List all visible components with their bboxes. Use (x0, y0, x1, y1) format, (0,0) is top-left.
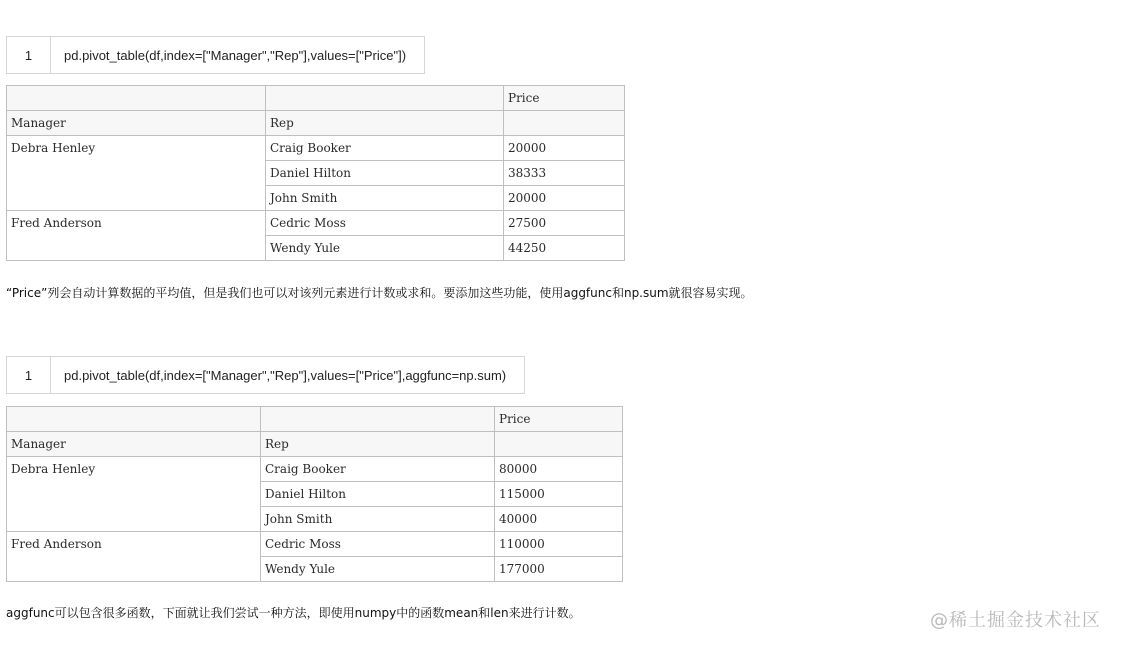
line-number: 1 (7, 37, 51, 73)
rep-cell: John Smith (266, 186, 504, 211)
pivot-table-2 (6, 406, 623, 582)
price-cell: 20000 (504, 186, 625, 211)
code-line: pd.pivot_table(df,index=["Manager","Rep"],values=["Price"],aggfunc=np.sum) (64, 367, 507, 383)
price-cell: 80000 (495, 457, 623, 482)
rep-cell: Wendy Yule (261, 557, 495, 582)
column-header-price: Price (504, 86, 625, 111)
index-header-manager: Manager (7, 432, 261, 457)
price-cell: 20000 (504, 136, 625, 161)
table-header-row (7, 86, 625, 111)
code-block-1 (6, 36, 425, 74)
header-cell (7, 86, 266, 111)
index-header-manager: Manager (7, 111, 266, 136)
index-header-rep: Rep (266, 111, 504, 136)
price-cell: 177000 (495, 557, 623, 582)
header-cell (261, 407, 495, 432)
rep-cell: Daniel Hilton (266, 161, 504, 186)
pivot-table-1 (6, 85, 625, 261)
column-header-price: Price (495, 407, 623, 432)
watermark: @稀土掘金技术社区 (930, 610, 1101, 631)
rep-cell: John Smith (261, 507, 495, 532)
header-cell (495, 432, 623, 457)
price-cell: 115000 (495, 482, 623, 507)
table-row (7, 136, 625, 161)
table-row (7, 457, 623, 482)
header-cell (7, 407, 261, 432)
code-line: pd.pivot_table(df,index=["Manager","Rep"],values=["Price"]) (64, 47, 407, 63)
price-cell: 44250 (504, 236, 625, 261)
manager-cell: Fred Anderson (7, 211, 266, 261)
header-cell (504, 111, 625, 136)
price-cell: 40000 (495, 507, 623, 532)
manager-cell: Fred Anderson (7, 532, 261, 582)
paragraph: “Price”列会自动计算数据的平均值，但是我们也可以对该列元素进行计数或求和。要添加这些功能，使用aggfunc和np.sum就很容易实现。 (6, 286, 753, 300)
price-cell: 110000 (495, 532, 623, 557)
table-row (7, 532, 623, 557)
manager-cell: Debra Henley (7, 457, 261, 532)
rep-cell: Wendy Yule (266, 236, 504, 261)
table-header-row (7, 407, 623, 432)
price-cell: 27500 (504, 211, 625, 236)
rep-cell: Daniel Hilton (261, 482, 495, 507)
line-number: 1 (7, 357, 51, 393)
header-cell (266, 86, 504, 111)
rep-cell: Cedric Moss (261, 532, 495, 557)
code-block-2 (6, 356, 525, 394)
index-header-row (7, 432, 623, 457)
index-header-rep: Rep (261, 432, 495, 457)
rep-cell: Craig Booker (266, 136, 504, 161)
rep-cell: Cedric Moss (266, 211, 504, 236)
manager-cell: Debra Henley (7, 136, 266, 211)
table-row (7, 211, 625, 236)
rep-cell: Craig Booker (261, 457, 495, 482)
index-header-row (7, 111, 625, 136)
price-cell: 38333 (504, 161, 625, 186)
paragraph: aggfunc可以包含很多函数，下面就让我们尝试一种方法，即使用numpy中的函数mean和len来进行计数。 (6, 606, 581, 620)
